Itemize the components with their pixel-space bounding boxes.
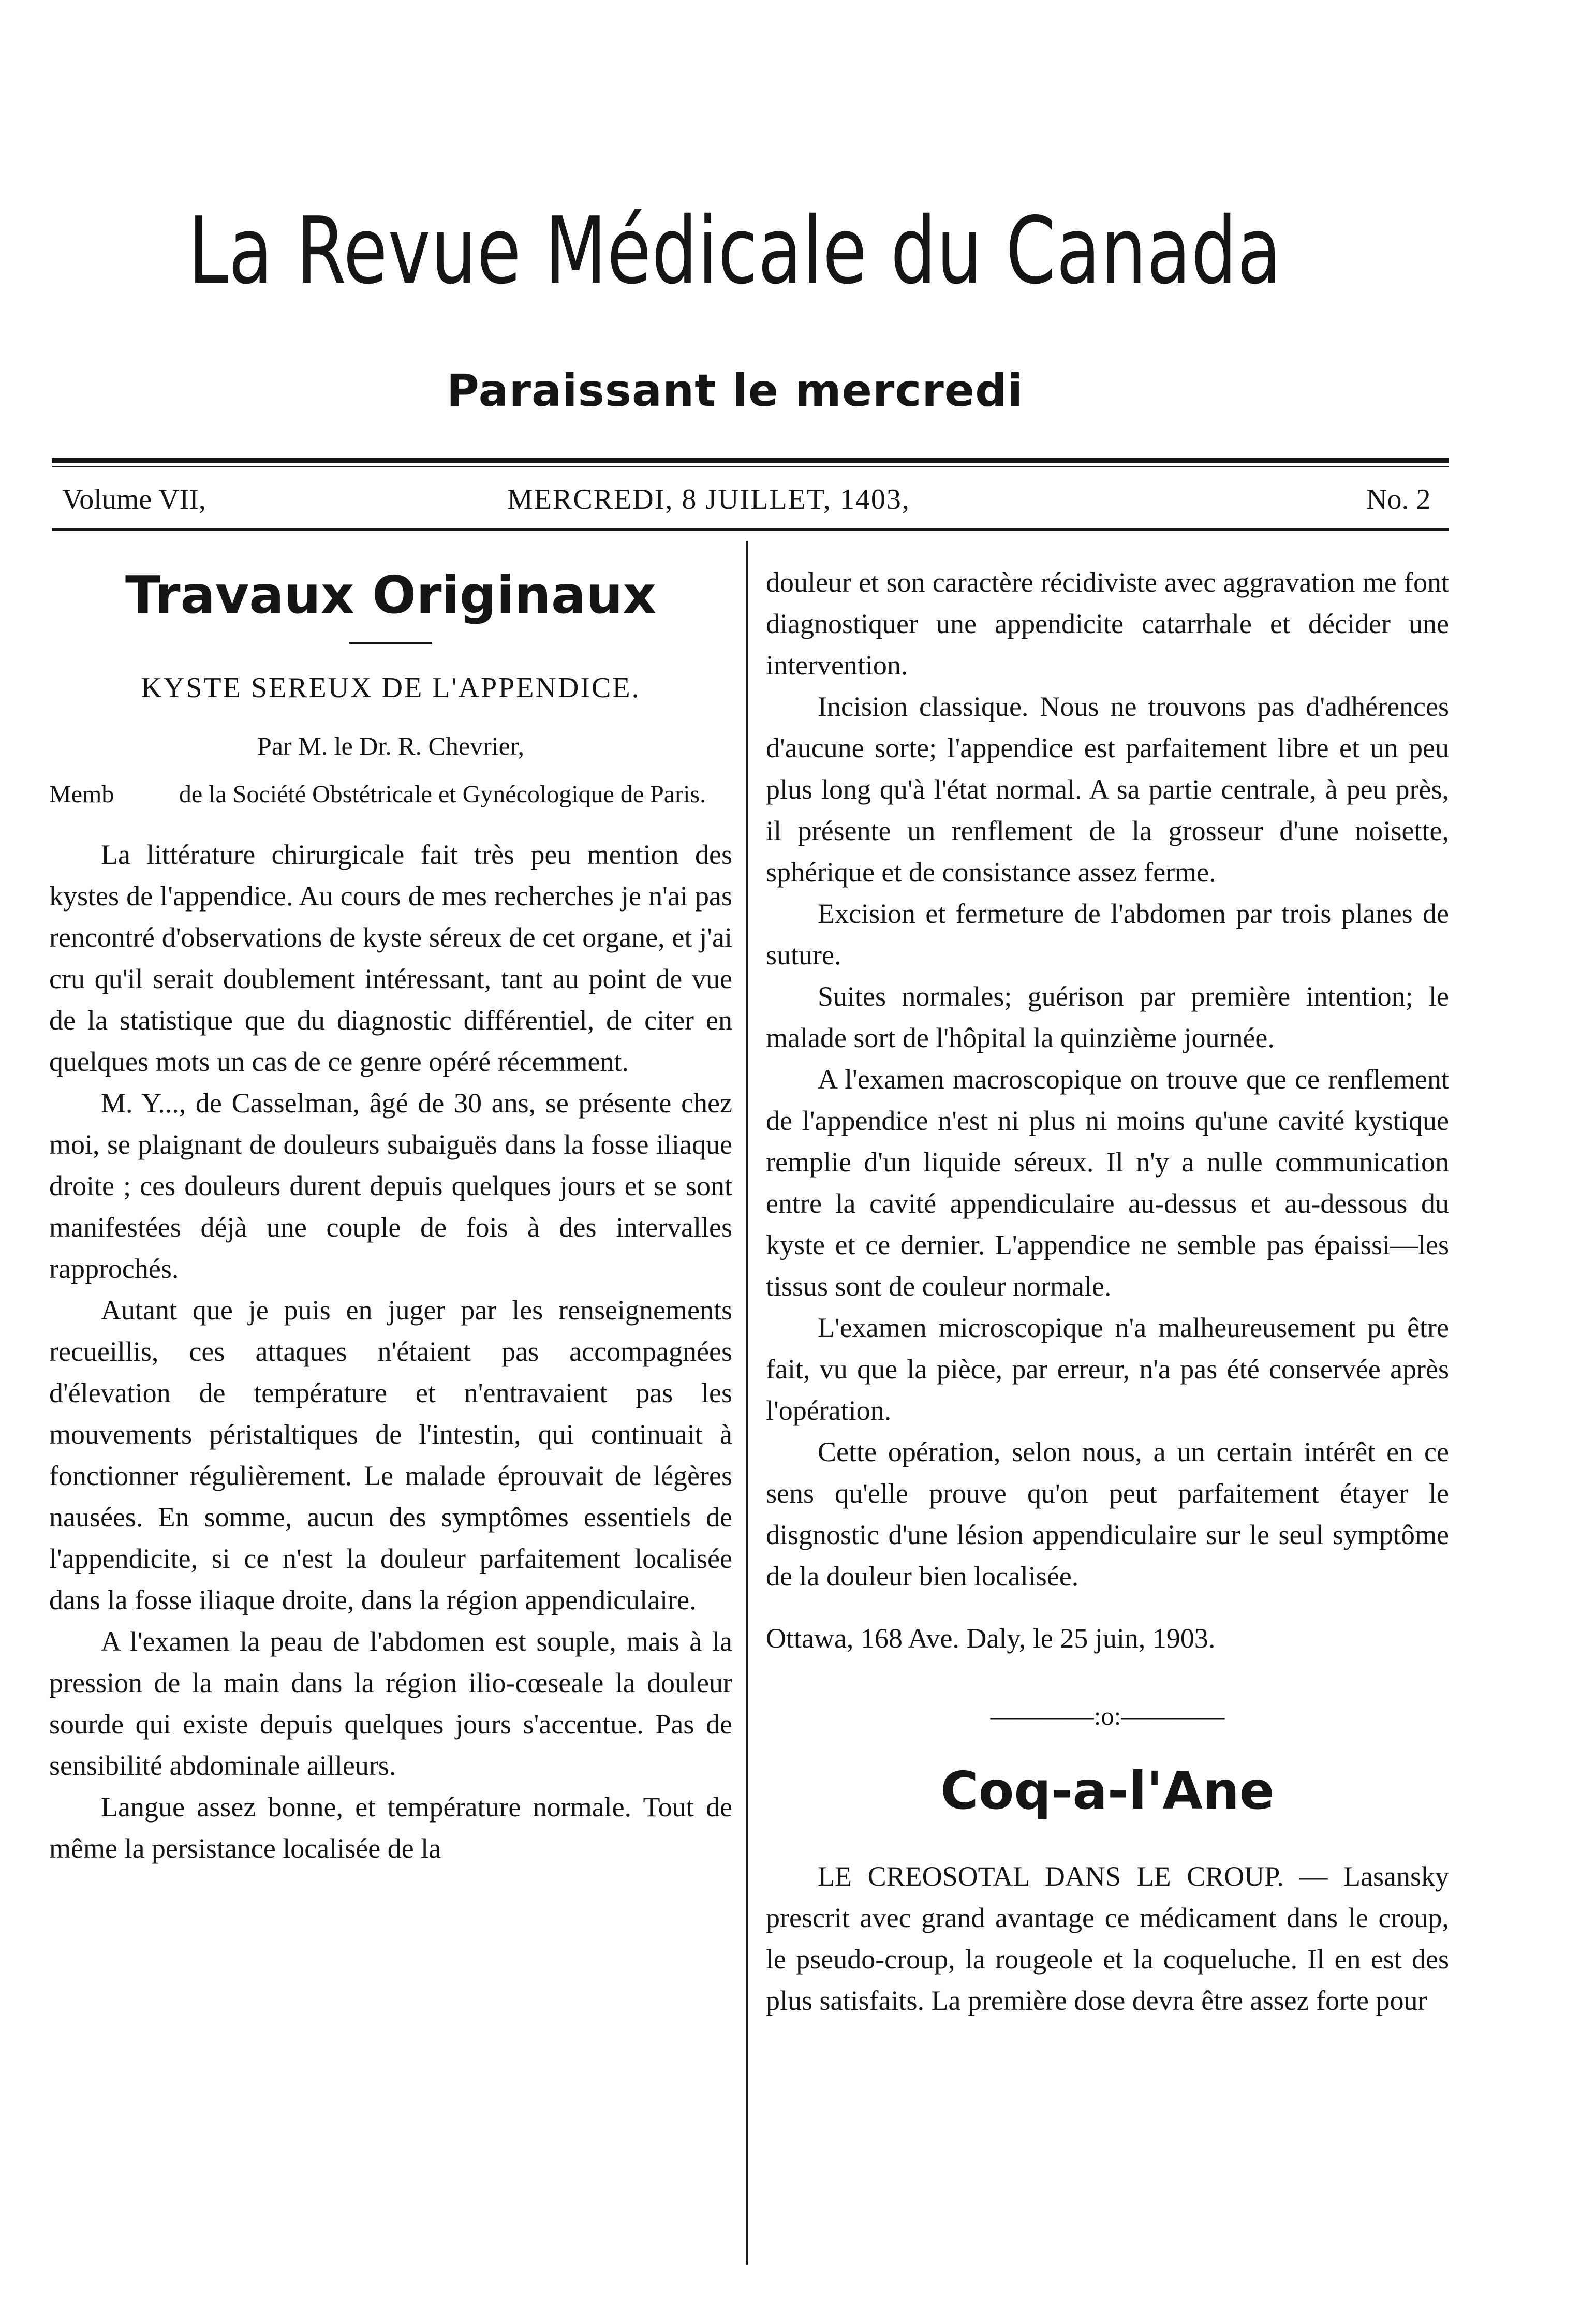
paragraph: L'examen microscopique n'a malheureusement pu être fait, vu que la pièce, par erreur, n'a pas été conservée après l'opération. (766, 1312, 1449, 1426)
issue-date: MERCREDI, 8 JUILLET, 1403, (507, 483, 910, 516)
paragraph: A l'examen macroscopique on trouve que ce renflement de l'appendice n'est ni plus ni moins qu'une cavité kystique remplie d'un liquide séreux. Il n'y a nulle communication entre la cavité appendiculaire au-dessus et au-dessous du kyste et ce dernier. L'appendice ne semble pas épaissi—les tissus sont de couleur normale. (766, 1064, 1449, 1302)
article-signoff: Ottawa, 168 Ave. Daly, le 25 juin, 1903. (766, 1623, 1216, 1654)
affiliation-prefix: Memb (49, 781, 114, 808)
header-rule-top (52, 458, 1449, 463)
paragraph: La littérature chirurgicale fait très peu mention des kystes de l'appendice. Au cours de mes recherches je n'ai pas rencontré d'observations de kyste séreux de cet organe, et j'ai cru qu'il serait doublement intéressant, tant au point de vue de la statistique que du diagnostic différentiel, de citer en quelques mots un cas de ce genre opéré récemment. (49, 839, 732, 1077)
author-affiliation (49, 776, 732, 813)
paragraph: Autant que je puis en juger par les renseignements recueillis, ces attaques n'étaient pas accompagnées d'élevation de température et n'entravaient pas les mouvements péristaltiques de l'intestin, qui continuait à fonctionner régulièrement. Le malade éprouvait de légères nausées. En somme, aucun des symptômes essentiels de l'appendicite, si ce n'est la douleur parfaitement localisée dans la fosse iliaque droite, dans la région appendiculaire. (49, 1295, 732, 1615)
issue-volume: Volume VII, (62, 483, 206, 516)
paragraph: Incision classique. Nous ne trouvons pas d'adhérences d'aucune sorte; l'appendice est parfaitement libre et un peu plus long qu'à l'état normal. A sa partie centrale, à peu près, il présente un renflement de la grosseur d'une noisette, sphérique et de consistance assez ferme. (766, 691, 1449, 888)
paragraph: A l'examen la peau de l'abdomen est souple, mais à la pression de la main dans la région ilio-cœseale la douleur sourde qui existe depuis quelques jours s'accentue. Pas de sensibilité abdominale ailleurs. (49, 1626, 732, 1781)
masthead-subtitle: Paraissant le mercredi (446, 365, 1024, 417)
paragraph: Suites normales; guérison par première intention; le malade sort de l'hôpital la quinzième journée. (766, 981, 1449, 1053)
paragraph: M. Y..., de Casselman, âgé de 30 ans, se présente chez moi, se plaignant de douleurs subaiguës dans la fosse iliaque droite ; ces douleurs durent depuis quelques jours et se sont manifestées déjà une couple de fois à des intervalles rapprochés. (49, 1087, 732, 1284)
paragraph: douleur et son caractère récidiviste avec aggravation me font diagnostiquer une appendicite catarrhale et décider une intervention. (766, 567, 1449, 681)
article-title: KYSTE SEREUX DE L'APPENDICE. (141, 672, 641, 704)
article-byline: Par M. le Dr. R. Chevrier, (257, 731, 524, 760)
title-rule (349, 642, 432, 644)
header-rule-top-thin (52, 466, 1449, 467)
paragraph: Excision et fermeture de l'abdomen par trois planes de suture. (766, 898, 1449, 971)
section-title-travaux: Travaux Originaux (125, 565, 657, 625)
column-divider (746, 541, 748, 2265)
affiliation-text: de la Société Obstétricale et Gynécologique de Paris. (179, 781, 706, 808)
left-column (49, 562, 732, 1869)
paragraph: LE CREOSOTAL DANS LE CROUP. — Lasansky prescrit avec grand avantage ce médicament dans le croup, le pseudo-croup, la rougeole et la coqueluche. Il en est des plus satisfaits. La première dose devra être assez forte pour (766, 1861, 1449, 2016)
right-column (766, 562, 1449, 2021)
masthead-title: La Revue Médicale du Canada (188, 197, 1282, 304)
section-title-coq-a-lane: Coq-a-l'Ane (940, 1760, 1275, 1821)
paragraph: Cette opération, selon nous, a un certain intérêt en ce sens qu'elle prouve qu'on peut parfaitement étayer le disgnostic d'une lésion appendiculaire sur le seul symptôme de la douleur bien localisée. (766, 1436, 1449, 1592)
issue-number: No. 2 (1366, 483, 1431, 516)
section-separator: ————:o:———— (990, 1701, 1225, 1730)
paragraph: Langue assez bonne, et température normale. Tout de même la persistance localisée de la (49, 1791, 732, 1864)
header-rule-bottom (52, 528, 1449, 531)
